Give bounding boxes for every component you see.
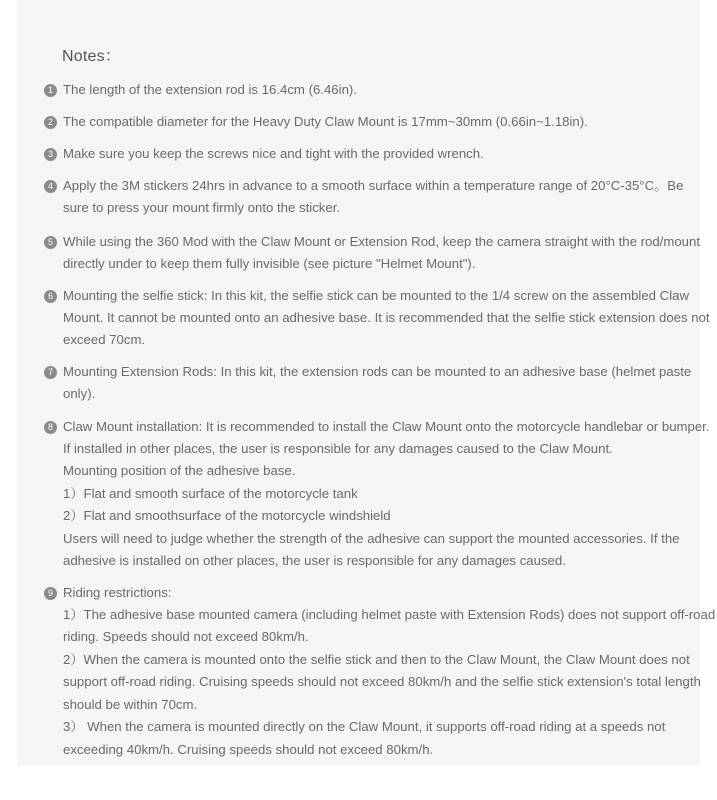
note-text: should be within 70cm.	[63, 697, 198, 712]
note-text: The compatible diameter for the Heavy Duty Claw Mount is 17mm~30mm (0.66in~1.18in).	[63, 114, 588, 129]
note-text: Claw Mount installation: It is recommended to install the Claw Mount onto the motorcycle handlebar or bumper.	[63, 419, 710, 434]
number-badge-icon: 1	[44, 84, 57, 97]
note-text: sure to press your mount firmly onto the sticker.	[63, 200, 341, 215]
note-text: Mounting position of the adhesive base.	[63, 463, 296, 478]
number-badge-icon: 6	[44, 290, 57, 303]
note-text: Apply the 3M stickers 24hrs in advance to a smooth surface within a temperature range of 20°C-35°C。Be	[63, 178, 684, 193]
note-text: Riding restrictions:	[63, 585, 172, 600]
note-text: If installed in other places, the user is responsible for any damages caused to the Claw Mount.	[63, 441, 613, 456]
note-subitem: 2）Flat and smoothsurface of the motorcycle windshield	[63, 508, 391, 523]
number-badge-icon: 7	[44, 366, 57, 379]
note-subitem: 1）Flat and smooth surface of the motorcycle tank	[63, 486, 358, 501]
note-text: adhesive is installed on other places, the user is responsible for any damages caused.	[63, 553, 566, 568]
note-text: Mounting Extension Rods: In this kit, the extension rods can be mounted to an adhesive base (helmet paste	[63, 364, 692, 379]
note-text: While using the 360 Mod with the Claw Mount or Extension Rod, keep the camera straight with the rod/mount	[63, 234, 700, 249]
note-text: Mounting the selfie stick: In this kit, the selfie stick can be mounted to the 1/4 screw on the assembled Claw	[63, 288, 689, 303]
note-text: exceeding 40km/h. Cruising speeds should not exceed 80km/h.	[63, 742, 434, 757]
note-text: Users will need to judge whether the strength of the adhesive can support the mounted accessories. If the	[63, 531, 680, 546]
note-text: The length of the extension rod is 16.4cm (6.46in).	[63, 82, 357, 97]
note-text: riding. Speeds should not exceed 80km/h.	[63, 629, 309, 644]
number-badge-icon: 4	[44, 180, 57, 193]
note-text: directly under to keep them fully invisible (see picture "Helmet Mount").	[63, 256, 476, 271]
note-subitem: 3） When the camera is mounted directly on the Claw Mount, it supports off-road riding at a speeds not	[63, 719, 666, 734]
number-badge-icon: 5	[44, 236, 57, 249]
number-badge-icon: 9	[44, 587, 57, 600]
number-badge-icon: 3	[44, 148, 57, 161]
note-subitem: 1）The adhesive base mounted camera (including helmet paste with Extension Rods) does not support off-road	[63, 607, 716, 622]
note-text: support off-road riding. Cruising speeds should not exceed 80km/h and the selfie stick extension's total length	[63, 674, 701, 689]
note-text: Make sure you keep the screws nice and tight with the provided wrench.	[63, 146, 484, 161]
note-text: exceed 70cm.	[63, 332, 146, 347]
note-text: only).	[63, 386, 96, 401]
number-badge-icon: 2	[44, 116, 57, 129]
notes-title: Notes：	[62, 48, 121, 65]
note-subitem: 2）When the camera is mounted onto the selfie stick and then to the Claw Mount, the Claw Mount does not	[63, 652, 690, 667]
number-badge-icon: 8	[44, 421, 57, 434]
note-text: Mount. It cannot be mounted onto an adhesive base. It is recommended that the selfie stick extension does not	[63, 310, 710, 325]
